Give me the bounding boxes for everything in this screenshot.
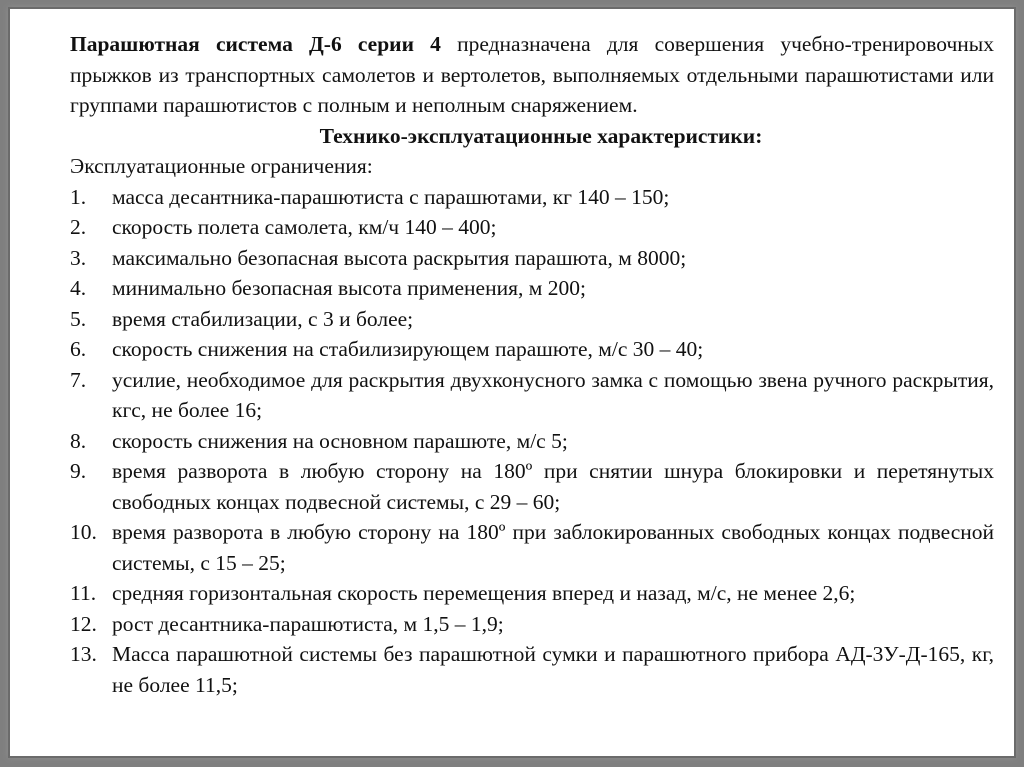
- list-item: [70, 426, 994, 457]
- list-item: [70, 365, 994, 426]
- list-item: [70, 517, 994, 578]
- list-item-number: 3.: [70, 245, 87, 270]
- list-item-text: время разворота в любую сторону на 180º при снятии шнура блокировки и перетянутых свободных концах подвесной системы, с 29 – 60;: [112, 459, 994, 514]
- list-item-number: 4.: [70, 276, 87, 300]
- list-item: [70, 334, 994, 365]
- list-item-number: 8.: [70, 428, 87, 453]
- list-item-text: время стабилизации, с 3 и более;: [112, 306, 414, 331]
- list-item: [70, 212, 994, 243]
- list-item-text: средняя горизонтальная скорость перемещения вперед и назад, м/с, не менее 2,6;: [112, 581, 856, 605]
- list-item-text: максимально безопасная высота раскрытия парашюта, м 8000;: [112, 245, 687, 270]
- list-item-text: скорость полета самолета, км/ч 140 – 400;: [112, 215, 497, 239]
- list-item-number: 11.: [70, 581, 97, 605]
- list-item-number: 5.: [70, 306, 87, 331]
- list-item-text: Масса парашютной системы без парашютной сумки и парашютного прибора АД-3У-Д-165, кг, не более 11,5;: [112, 642, 994, 697]
- list-item: [70, 182, 994, 213]
- list-item: [70, 609, 994, 640]
- list-item-number: 1.: [70, 184, 87, 209]
- list-item: [70, 578, 994, 609]
- list-item-number: 7.: [70, 367, 87, 392]
- list-item: [70, 273, 994, 304]
- list-item-text: скорость снижения на стабилизирующем парашюте, м/с 30 – 40;: [112, 337, 704, 361]
- list-item-number: 2.: [70, 215, 87, 239]
- list-item-text: скорость снижения на основном парашюте, м/с 5;: [112, 428, 568, 453]
- section-subheading: Эксплуатационные ограничения:: [70, 154, 373, 178]
- list-item: [70, 639, 994, 700]
- list-item-number: 13.: [70, 642, 97, 666]
- list-item-number: 6.: [70, 337, 87, 361]
- list-item-text: усилие, необходимое для раскрытия двухконусного замка с помощью звена ручного раскрытия, кгс, не более 16;: [112, 367, 994, 422]
- intro-bold-title: Парашютная система Д-6 серии 4: [70, 32, 441, 56]
- list-item-text: масса десантника-парашютиста с парашютами, кг 140 – 150;: [112, 184, 670, 209]
- document-slide: [10, 9, 1014, 756]
- list-item: [70, 304, 994, 335]
- list-item-number: 12.: [70, 611, 97, 636]
- list-item-text: рост десантника-парашютиста, м 1,5 – 1,9;: [112, 611, 504, 636]
- list-item: [70, 456, 994, 517]
- specs-list: [70, 182, 994, 701]
- intro-text: предназначена для совершения учебно-тренировочных прыжков из транспортных самолетов и вертолетов, выполняемых отдельными парашютистами или группами парашютистов с полным и неполным снаряжением.: [70, 32, 994, 117]
- section-heading: Технико-эксплуатационные характеристики:: [319, 123, 763, 148]
- list-item-text: время разворота в любую сторону на 180º при заблокированных свободных концах подвесной системы, с 15 – 25;: [112, 520, 994, 575]
- list-item-text: минимально безопасная высота применения, м 200;: [112, 276, 586, 300]
- list-item: [70, 243, 994, 274]
- intro-paragraph: [70, 29, 994, 121]
- list-item-number: 10.: [70, 520, 97, 544]
- list-item-number: 9.: [70, 459, 87, 483]
